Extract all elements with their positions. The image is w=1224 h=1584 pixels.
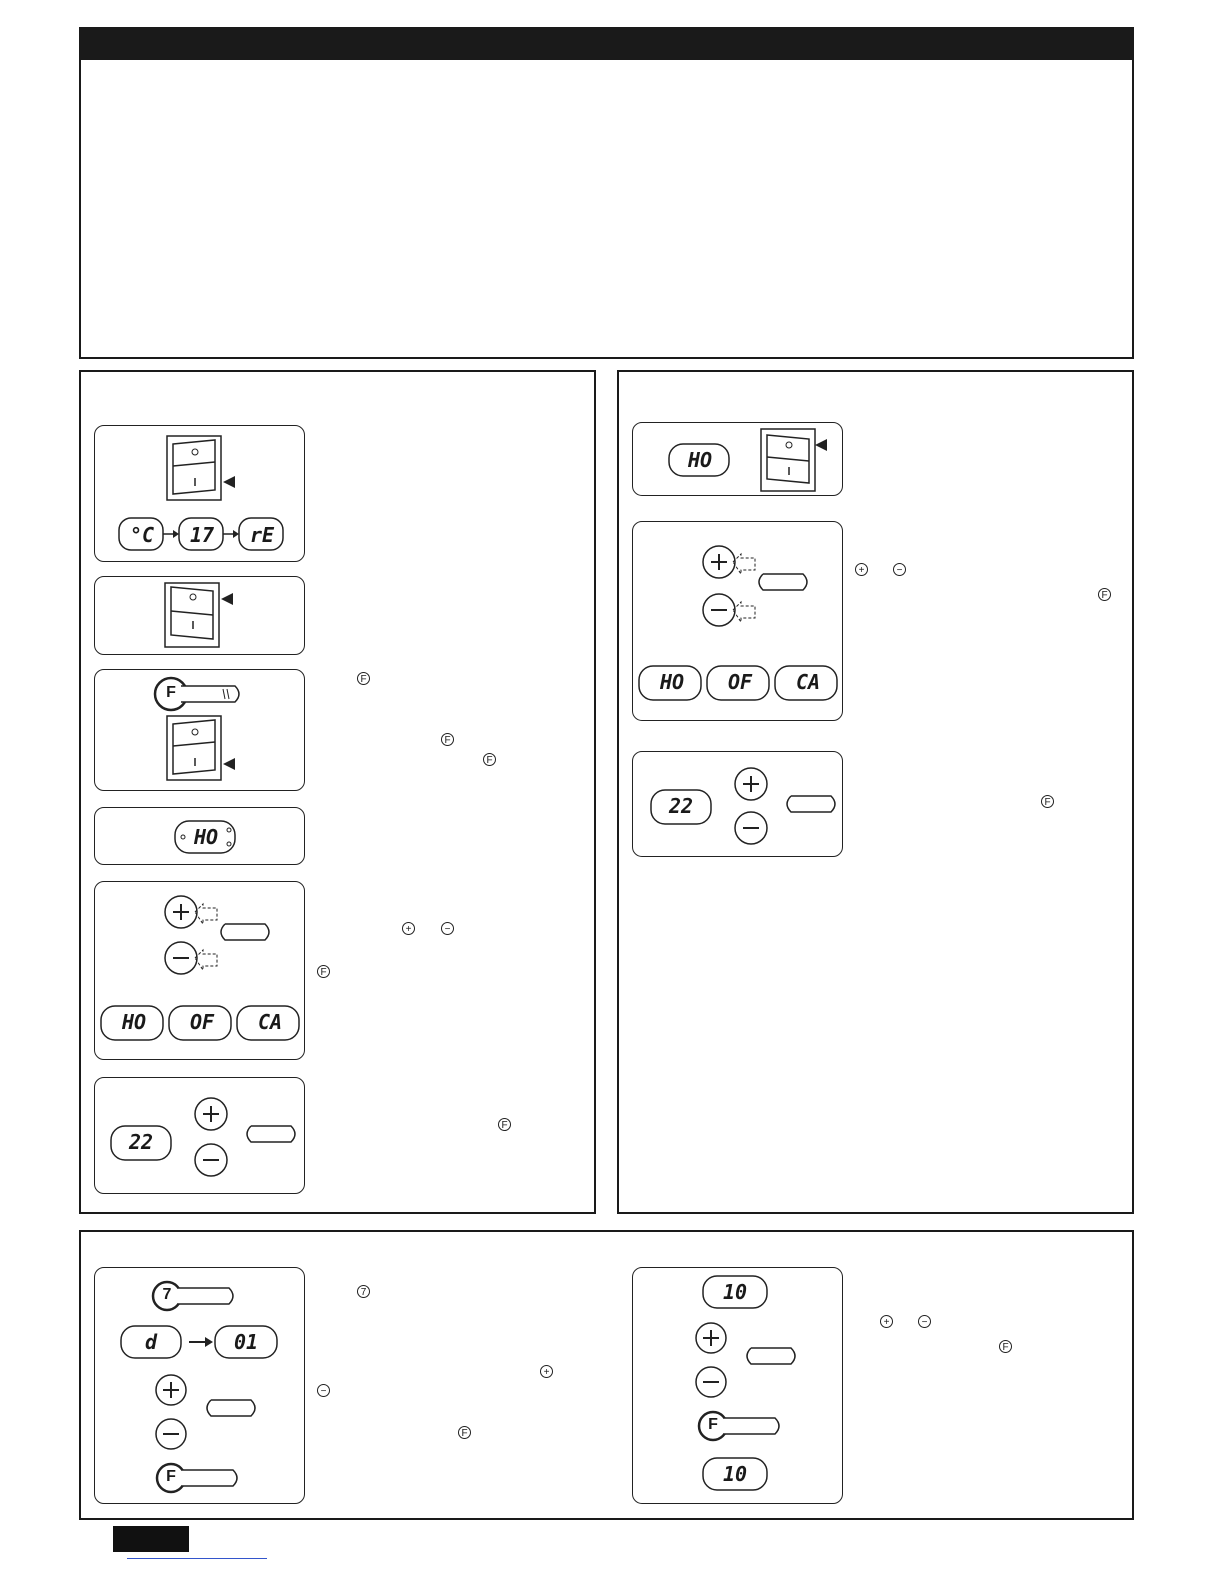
header-bar — [79, 27, 1134, 60]
lcd-mode-3: CA — [257, 1010, 283, 1034]
f-key-icon: F — [1098, 588, 1111, 601]
lcd-ho-right: HO — [687, 448, 713, 472]
ho-switch-illustration — [633, 423, 843, 496]
lcd-hour: 10 — [722, 1280, 748, 1304]
lcd-day-1: d — [144, 1330, 158, 1354]
minus-key-icon: − — [893, 563, 906, 576]
lcd-ho: HO — [193, 825, 219, 849]
step-card-temperature-right — [632, 751, 843, 857]
lcd-startup-3: rE — [249, 523, 275, 547]
lcd-hour-blink: 10 — [722, 1462, 748, 1486]
header-panel — [79, 27, 1134, 359]
plus-key-icon: + — [540, 1365, 553, 1378]
footer-link-underline[interactable] — [127, 1558, 267, 1559]
f-button-icon: F — [166, 684, 176, 701]
step-card-hour-set — [632, 1267, 843, 1504]
lcd-mode-1: HO — [121, 1010, 147, 1034]
f-press-switch-illustration — [95, 670, 305, 791]
f-button-icon: F — [166, 1468, 176, 1485]
step-card-f-and-switch — [94, 669, 305, 791]
minus-key-icon: − — [918, 1315, 931, 1328]
seven-key-icon: 7 — [357, 1285, 370, 1298]
f-key-icon: F — [441, 733, 454, 746]
step-card-day-set — [94, 1267, 305, 1504]
f-key-icon: F — [357, 672, 370, 685]
power-switch-off-icon — [95, 577, 305, 655]
step-card-ho-switch — [632, 422, 843, 496]
step-card-mode-select — [94, 881, 305, 1060]
f-button-icon: F — [708, 1416, 718, 1433]
step-card-power-off — [94, 576, 305, 655]
lcd-startup-2: 17 — [189, 523, 215, 547]
lcd-mode-3: CA — [795, 670, 821, 694]
lcd-temp: 22 — [128, 1130, 154, 1154]
f-key-icon: F — [999, 1340, 1012, 1353]
lcd-startup-1: °C — [129, 523, 155, 547]
f-key-icon: F — [1041, 795, 1054, 808]
plus-key-icon: + — [855, 563, 868, 576]
f-key-icon: F — [317, 965, 330, 978]
day-set-illustration — [95, 1268, 305, 1504]
page-number-bar — [113, 1526, 189, 1552]
f-key-icon: F — [458, 1426, 471, 1439]
minus-key-icon: − — [441, 922, 454, 935]
seven-button-icon: 7 — [162, 1286, 172, 1303]
lcd-mode-2: OF — [189, 1010, 215, 1034]
step-card-ho-display — [94, 807, 305, 865]
f-key-icon: F — [498, 1118, 511, 1131]
step-card-mode-select-right — [632, 521, 843, 721]
plus-key-icon: + — [880, 1315, 893, 1328]
lcd-mode-1: HO — [659, 670, 685, 694]
minus-key-icon: − — [317, 1384, 330, 1397]
lcd-day-2: 01 — [233, 1330, 259, 1354]
lcd-temp-right: 22 — [668, 794, 694, 818]
lcd-mode-2: OF — [727, 670, 753, 694]
plus-key-icon: + — [402, 922, 415, 935]
step-card-power-on — [94, 425, 305, 562]
f-key-icon: F — [483, 753, 496, 766]
step-card-temperature — [94, 1077, 305, 1194]
